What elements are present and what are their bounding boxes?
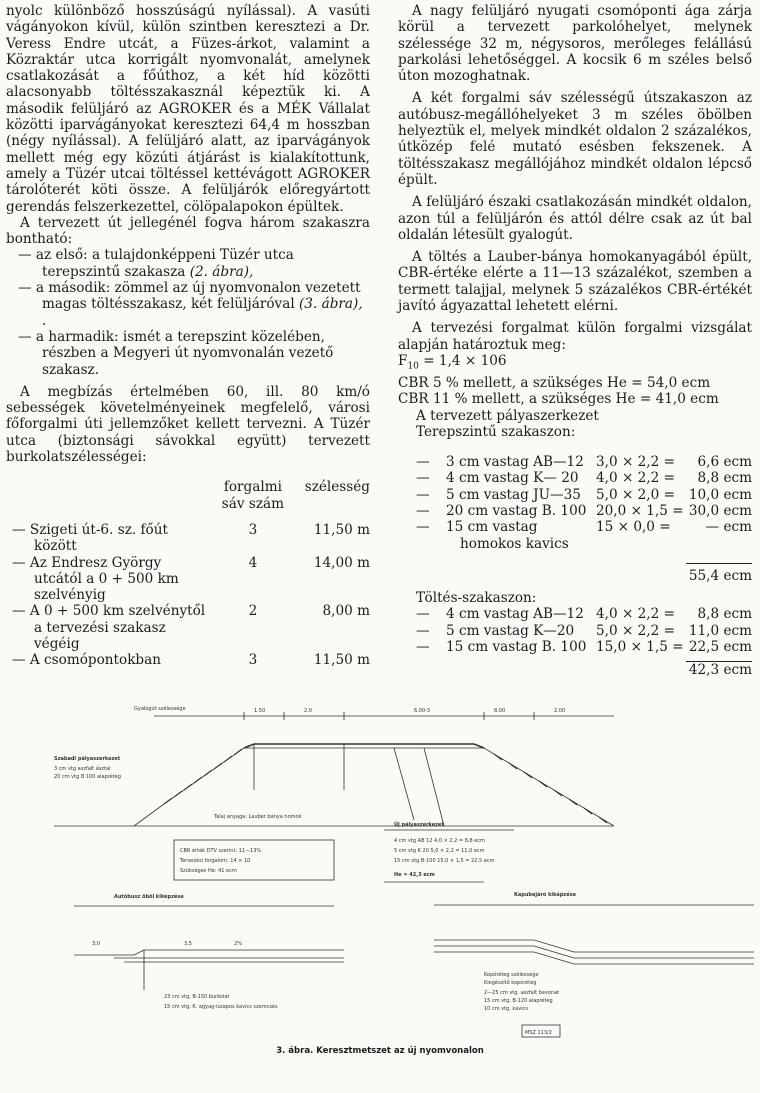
table-row: — 4 cm vastag AB—12 4,0 × 2,2 = 8,8 ecm: [416, 606, 752, 623]
svg-text:4 cm vtg AB 12 4,0 × 2,2 = 8: 4 cm vtg AB 12 4,0 × 2,2 = 8,8 ecm: [394, 838, 485, 844]
col-header-lanes: forgalmi sáv szám: [221, 479, 284, 512]
figure-caption: 3. ábra. Keresztmetszet az új nyomvonalon: [276, 1046, 484, 1056]
svg-text:3,5: 3,5: [184, 941, 192, 947]
table-row: — 4 cm vastag K— 20 4,0 × 2,2 = 8,8 ecm: [416, 470, 752, 487]
svg-text:6,00-3: 6,00-3: [414, 708, 431, 714]
section-list: [6, 247, 370, 377]
fig-right-title: Új pályaszerkezet: [394, 822, 444, 828]
toltes-pavement-table: [398, 606, 752, 678]
terep-title: Terepszintű szakaszon:: [416, 423, 576, 440]
table-row: homokos kavics: [460, 535, 569, 552]
traffic-formula: $F_{10} = 1,4 \times 106$: [398, 352, 507, 372]
pavement-title: A tervezett pályaszerkezet: [416, 407, 599, 424]
svg-text:2,00: 2,00: [554, 708, 566, 714]
cbr-11-line: CBR 11 % mellett, a szükséges He = 41,0 ecm: [398, 391, 719, 408]
table-row: — 3 cm vastag AB—12 3,0 × 2,2 = 6,6 ecm: [416, 454, 752, 471]
right-paragraph-1: A nagy felüljáró nyugati csomóponti ága zárja körül a tervezett parkolóhelyet, melynek szélessége 32 m, négysoros, merőleges felállású parkolási lehetőséggel. A kocsik 6 m széles belső úton mozoghatnak.: [398, 3, 752, 85]
svg-text:2—25 cm vtg. aszfalt bevonat: 2—25 cm vtg. aszfalt bevonat: [484, 990, 560, 996]
svg-text:3,0: 3,0: [92, 941, 100, 947]
svg-text:20 cm vtg B 100 alapréteg: 20 cm vtg B 100 alapréteg: [54, 774, 121, 780]
list-item: — az első: a tulajdonképpeni Tüzér utca terepszintű szakasza (2. ábra),: [18, 247, 294, 280]
svg-text:Szükséges He: 41 ecm: Szükséges He: 41 ecm: [180, 868, 237, 874]
fig-stamp: MSZ 113/2: [525, 1030, 552, 1036]
right-paragraph-4: A töltés a Lauber-bánya homokanyagából épült, CBR-értéke elérte a 11—13 százalékot, szemben a termett talajjal, melynek 5 százalékos CBR-értékét javító ágyazattal lehetett elérni.: [398, 249, 752, 315]
svg-text:CBR érték DTV szerint: 11—13%: CBR érték DTV szerint: 11—13%: [180, 848, 262, 854]
table-total-row: 42,3 ecm: [688, 661, 752, 678]
left-paragraph-3: A megbízás értelmében 60, ill. 80 km/ó sebességek követelményeinek megfelelő, városi főforgalmi úti jellemzőket kellett tervezni. A Tüzér utca (biztonsági sávokkal együtt) tervezett burkolatszélességei:: [6, 383, 370, 466]
svg-text:23 cm vtg. B-150 burkolat: 23 cm vtg. B-150 burkolat: [164, 994, 230, 1000]
table-total-row: 55,4 ecm: [688, 567, 752, 584]
cross-section-figure: [14, 700, 754, 1045]
lane-width-table: [12, 479, 370, 668]
svg-text:8,00: 8,00: [494, 708, 506, 714]
svg-text:5 cm vtg K 20 5,0 × 2,2 = 11: 5 cm vtg K 20 5,0 × 2,2 = 11,0 ecm: [394, 848, 485, 854]
table-row: — A 0 + 500 km szelvénytől a tervezési szakasz végéig 2 8,00 m: [12, 603, 370, 652]
table-row: — Szigeti út-6. sz. főút között 3 11,50 m: [12, 521, 370, 555]
list-item: — a harmadik: ismét a terepszint közelében, részben a Megyeri út nyomvonalán vezető szakasz.: [18, 328, 334, 378]
table-row: — 20 cm vastag B. 100 20,0 × 1,5 = 30,0 ecm: [416, 503, 752, 520]
svg-text:He = 42,3 ecm: He = 42,3 ecm: [394, 872, 435, 878]
svg-text:2%: 2%: [234, 941, 242, 947]
list-item: — a második: zömmel az új nyomvonalon vezetett magas töltésszakasz, két felüljáróval (3. ábra), .: [18, 280, 363, 329]
right-paragraph-5: A tervezési forgalmat külön forgalmi vizsgálat alapján határoztuk meg:: [398, 320, 752, 353]
right-paragraph-2: A két forgalmi sáv szélességű útszakaszon az autóbusz-megállóhelyeket 3 m széles öbölben helyeztük el, melyek mindkét oldalon 2 százalékos, útközép felé mutató esésben fekszenek. A töltésszakasz megállójához mindkét oldalon lépcső épült.: [398, 90, 752, 188]
table-row: — 5 cm vastag JU—35 5,0 × 2,0 = 10,0 ecm: [416, 486, 752, 503]
table-row: — A csomópontokban 3 11,50 m: [12, 652, 370, 669]
svg-text:Kiegészítő kopóréteg: Kiegészítő kopóréteg: [484, 980, 537, 986]
table-row: — Az Endresz György utcától a 0 + 500 km szelvényig 4 14,00 m: [12, 554, 370, 604]
fig-driveway-title: Kapubejáró kiképzése: [514, 892, 576, 898]
terep-pavement-table: [398, 454, 752, 584]
toltes-title: Töltés-szakaszon:: [416, 589, 537, 606]
table-row: — 5 cm vastag K—20 5,0 × 2,2 = 11,0 ecm: [416, 622, 752, 639]
bus-bay-surface: [74, 950, 344, 955]
right-column: [398, 3, 752, 678]
svg-text:1,50: 1,50: [254, 708, 266, 714]
svg-text:15 cm vtg. B-120 alapréteg: 15 cm vtg. B-120 alapréteg: [484, 998, 553, 1004]
col-header-width: szélesség: [304, 479, 370, 496]
left-paragraph-2: A tervezett út jellegénél fogva három szakaszra bontható:: [6, 214, 370, 248]
left-column: [6, 3, 370, 669]
fig-top-label: Gyalogút szélessége: [134, 706, 186, 712]
left-paragraph-1: nyolc különböző hosszúságú nyílással). A vasúti vágányokon kívül, külön szintben keresztezi a Dr. Veress Endre utcát, a Füzes-árkot, valamint a Közraktár utca korrigált nyomvonalát, amelynek csatlakozását a főúthoz, a két híd közötti alacsonyabb töltésszakasznál képeztük ki. A második felüljáró az AGROKER és a MÉK Vállalat közötti iparvágányokat keresztezi 64,4 m hosszban (négy nyílással). A felüljáró alatt, az iparvágányok mellett még egy közúti átjárást is kialakítottunk, amely a Tüzér utcai töltéssel kettévágott AGROKER tárolóterét köti össze. A felüljárók előregyártott gerendás felszerkezettel, cölöpalapokon épültek.: [6, 3, 370, 215]
svg-text:15 cm vtg B-100 15,0 × 1,5 =: 15 cm vtg B-100 15,0 × 1,5 = 22,5 ecm: [394, 858, 495, 864]
fig-left-title: Szabadi pályaszerkezet: [54, 756, 121, 762]
svg-text:Tervezési forgalom: 14 × 10: Tervezési forgalom: 14 × 10: [180, 858, 251, 864]
table-row: — 15 cm vastag B. 100 15,0 × 1,5 = 22,5 ecm: [416, 638, 752, 655]
pavement-top: [244, 744, 484, 748]
svg-text:Kopóréteg szélessége: Kopóréteg szélessége: [484, 972, 539, 978]
table-row: — 15 cm vastag 15 × 0,0 = — ecm: [416, 519, 752, 536]
svg-text:10 cm vtg. kavics: 10 cm vtg. kavics: [484, 1006, 529, 1012]
table-header: [12, 479, 370, 512]
cbr-5-line: CBR 5 % mellett, a szükséges He = 54,0 ecm: [398, 374, 711, 391]
right-paragraph-3: A felüljáró északi csatlakozásán mindkét oldalon, azon túl a felüljárón és attól délre csak az út bal oldalán létesült gyalogút.: [398, 194, 752, 243]
svg-text:15 cm vtg. K. agyag-iszapos ka: 15 cm vtg. K. agyag-iszapos kavics szemcsés: [164, 1004, 278, 1010]
fig-bus-bay-title: Autóbusz öböl kiképzése: [114, 894, 184, 900]
svg-text:2,0: 2,0: [304, 708, 312, 714]
svg-text:3 cm vtg aszfalt ásztal: 3 cm vtg aszfalt ásztal: [54, 766, 111, 772]
fig-soil-label: Talaj anyaga: Lauber bánya homok: [214, 814, 302, 820]
